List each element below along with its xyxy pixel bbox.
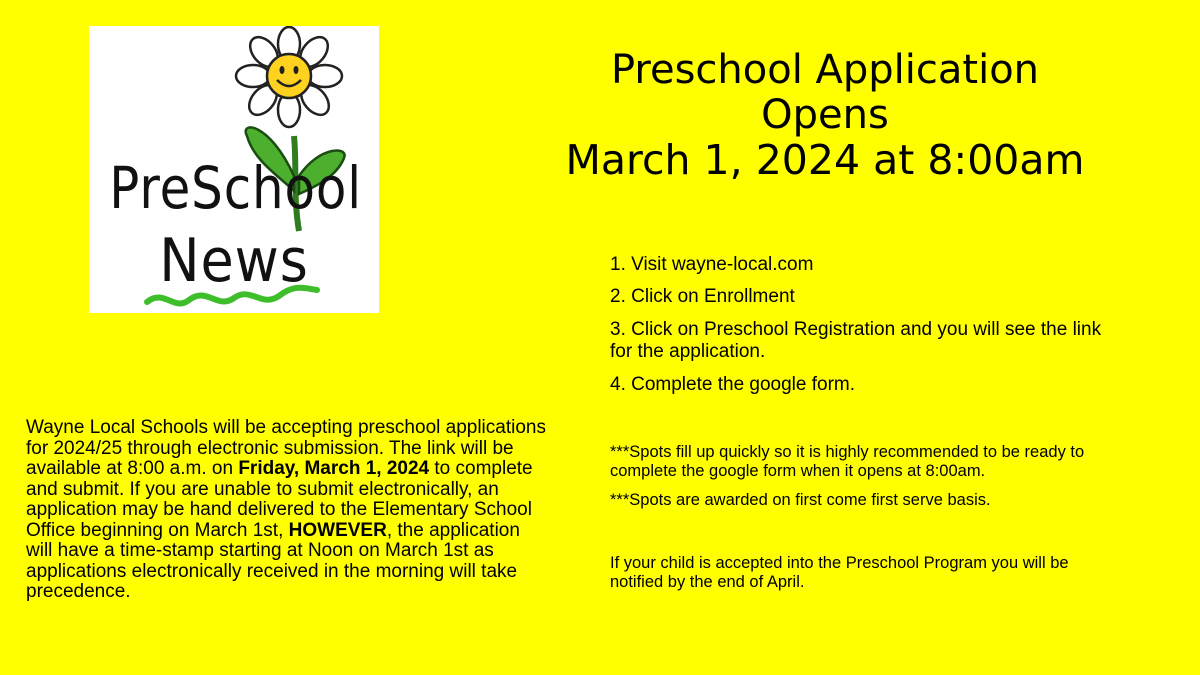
step-enrollment: 2. Click on Enrollment: [610, 286, 795, 308]
logo-title-news: News: [159, 226, 309, 296]
note-acceptance: If your child is accepted into the Preschool Program you will be notified by the end of April.: [610, 553, 1069, 591]
description-paragraph: [26, 418, 546, 603]
logo-title-preschool: PreSchool: [109, 154, 362, 222]
description-part3: , the application will have a time-stamp starting at Noon on March 1st as applications electronically received in the morning will take precedence.: [26, 519, 520, 603]
description-part2: to complete and submit. If you are unable to submit electronically, an application may be hand delivered to the Elementary School Office beginning on March 1st,: [26, 458, 533, 541]
description-however-bold: HOWEVER: [288, 519, 387, 541]
headline: [500, 48, 1150, 184]
step-visit-site: 1. Visit wayne-local.com: [610, 254, 814, 275]
note-first-come: ***Spots are awarded on first come first serve basis.: [610, 490, 991, 509]
step-complete-form: 4. Complete the google form.: [610, 373, 856, 395]
note-spots-fill: ***Spots fill up quickly so it is highly recommended to be ready to complete the google form when it opens at 8:00am.: [610, 443, 1085, 480]
notes: [610, 443, 1110, 602]
headline-date: March 1, 2024 at 8:00am: [565, 135, 1085, 184]
headline-opens: Opens: [761, 91, 889, 138]
headline-title: Preschool Application: [610, 47, 1040, 93]
application-steps: [610, 254, 1110, 406]
description-part1: Wayne Local Schools will be accepting preschool applications for 2024/25 through electronic submission. The link will be available at 8:00 a.m. on: [26, 417, 546, 480]
step-registration: 3. Click on Preschool Registration and you will see the link for the application.: [610, 318, 1102, 363]
preschool-news-logo: [89, 26, 379, 313]
description-date-bold: Friday, March 1, 2024: [238, 458, 430, 480]
